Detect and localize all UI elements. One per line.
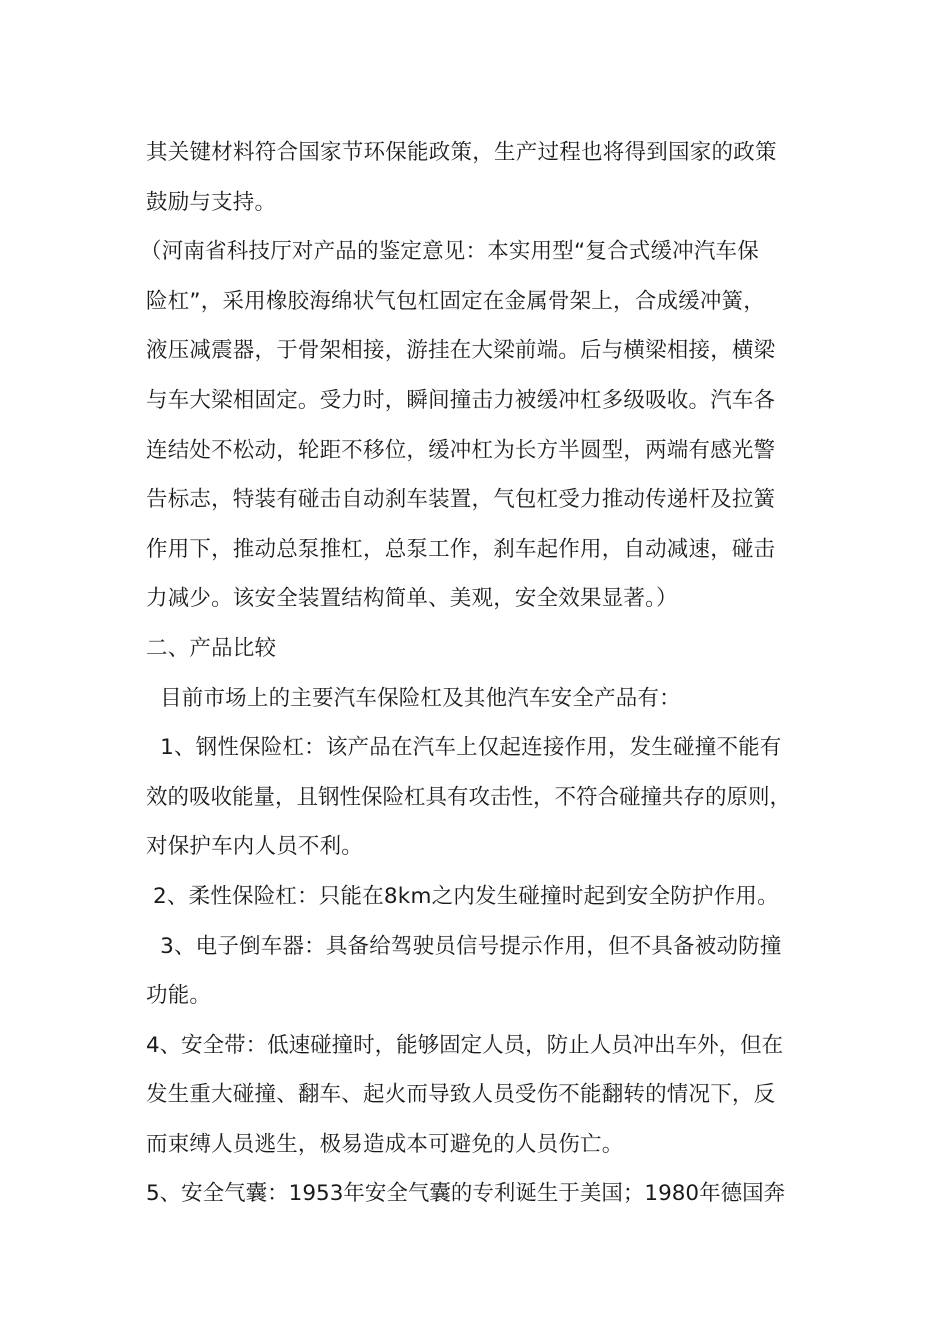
text-line: 发生重大碰撞、翻车、起火而导致人员受伤不能翻转的情况下，反 [146, 1082, 776, 1108]
text-line: 5、安全气囊：1953年安全气囊的专利诞生于美国；1980年德国奔 [146, 1181, 786, 1207]
text-line: 液压减震器，于骨架相接，游挂在大梁前端。后与横梁相接，横梁 [146, 338, 776, 364]
text-line: 目前市场上的主要汽车保险杠及其他汽车安全产品有： [146, 685, 681, 711]
text-line: 1、钢性保险杠：该产品在汽车上仅起连接作用，发生碰撞不能有 [146, 735, 782, 761]
text-line: 效的吸收能量，且钢性保险杠具有攻击性，不符合碰撞共存的原则， [146, 784, 792, 810]
text-line: 力减少。该安全装置结构简单、美观，安全效果显著。） [146, 586, 678, 612]
text-line: 与车大梁相固定。受力时，瞬间撞击力被缓冲杠多级吸收。汽车各 [146, 387, 776, 413]
text-line: 险杠”，采用橡胶海绵状气包杠固定在金属骨架上，合成缓冲簧， [146, 288, 765, 314]
text-line: 2、柔性保险杠：只能在8km之内发生碰撞时起到安全防护作用。 [146, 883, 779, 909]
text-line: 4、安全带：低速碰撞时，能够固定人员，防止人员冲出车外，但在 [146, 1032, 784, 1058]
text-line: 对保护车内人员不利。 [146, 834, 364, 860]
text-line: 作用下，推动总泵推杠，总泵工作，刹车起作用，自动减速，碰击 [146, 536, 776, 562]
text-line: 功能。 [146, 983, 212, 1009]
text-line: 3、电子倒车器：具备给驾驶员信号提示作用，但不具备被动防撞 [146, 933, 782, 959]
section-heading: 二、产品比较 [146, 635, 277, 661]
text-line: 其关键材料符合国家节环保能政策，生产过程也将得到国家的政策 [146, 140, 777, 165]
text-line: 鼓励与支持。 [146, 189, 277, 215]
text-line: 告标志，特装有碰击自动刹车装置，气包杠受力推动传递杆及拉簧 [146, 487, 776, 513]
text-line: 连结处不松动，轮距不移位，缓冲杠为长方半圆型，两端有感光警 [146, 437, 776, 463]
text-line: 而束缚人员逃生，极易造成本可避免的人员伤亡。 [146, 1131, 624, 1157]
text-line: （河南省科技厅对产品的鉴定意见：本实用型“复合式缓冲汽车保 [140, 239, 759, 265]
body-text [140, 128, 836, 1219]
